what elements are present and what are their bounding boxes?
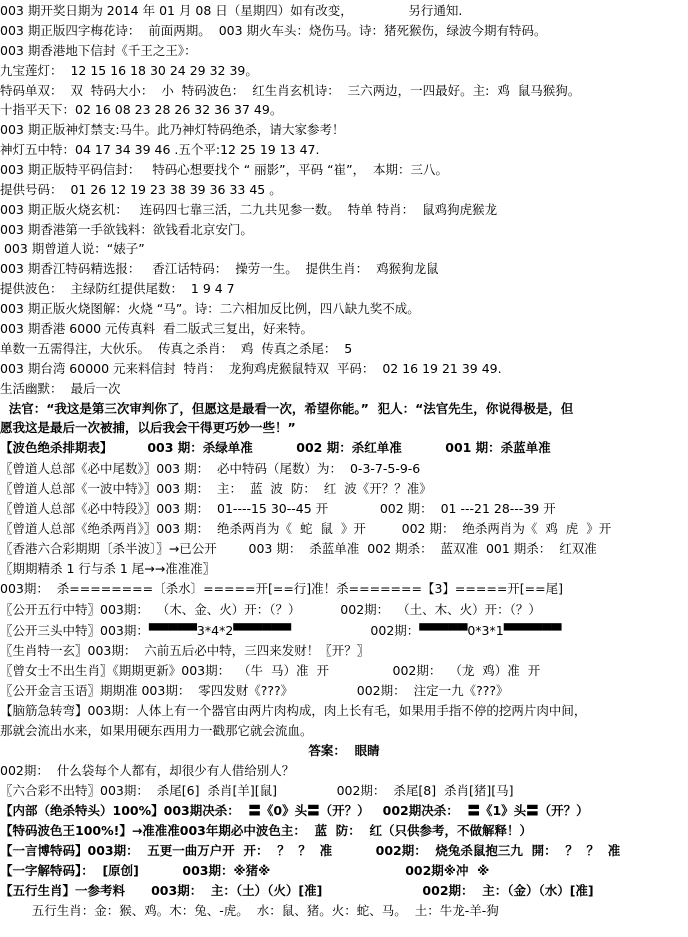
line-hk-letter: 003 期香港地下信封《千王之王》： [0, 43, 197, 58]
line-humor-1: 法官：“我这是第三次审判你了，但愿这是最看一次，希望你能。” 犯人：“法官先生，你说得极是，但 [0, 401, 574, 416]
line-zodiac-groups: 五行生肖：金：猴、鸡。木：兔、-虎。 水：鼠、猪。火：蛇、马。 土：牛龙-羊-狗 [0, 903, 499, 918]
line-provided-numbers: 提供号码： 01 26 12 19 23 38 39 36 33 45 。 [0, 182, 282, 197]
line-special-letter: 003 期正版特平码信封： 特码心想要找个 “ 丽影”，平码 “崔”， 本期：三八。 [0, 162, 449, 177]
line-three-heads: 〖公开三头中特〗003期：▀▀▀▀▀3*4*2▀▀▀▀▀▀ 002期：▀▀▀▀▀0*3*1▀▀▀▀▀▀ [0, 623, 562, 638]
line-color-kill-table: 【波色绝杀排期表】 003 期：杀绿单准 002 期：杀红单准 001 期：杀蓝单准 [0, 440, 551, 455]
line-taiwan-60000: 003 期台湾 60000 元来料信封 特肖： 龙狗鸡虎猴鼠特双 平码： 02 16 19 21 39 49. [0, 361, 502, 376]
line-zeng-wave: 〖曾道人总部《一波中特》〗003 期： 主： 蓝 波 防： 红 波《开？？准》 [0, 481, 432, 496]
line-color-king: 【特码波色王100%!】→准准准003年期必中波色主： 蓝 防： 红（只供参考，不做解释！） [0, 823, 532, 838]
line-kill-head: 【内部（绝杀特头）100%】003期决杀： 〓《0》头〓（开？） 002期决杀： 〓《1》头〓（开？） [0, 803, 589, 818]
line-hk-half-wave: 〖香港六合彩期期〔杀半波〕〗→已公开 003 期： 杀蓝单准 002 期杀： 蓝双准 001 期杀： 红双准 [0, 541, 597, 556]
line-lamp-ban: 003 期正版神灯禁支:马牛。此乃神灯特码绝杀，请大家参考！ [0, 122, 345, 137]
line-humor-title: 生活幽默： 最后一次 [0, 381, 121, 396]
line-odd-five: 单数一五需得注，大伙乐。 传真之杀肖： 鸡 传真之杀尾： 5 [0, 341, 353, 356]
line-zeng-tail: 〖曾道人总部《必中尾数》〗003 期： 必中特码（尾数）为： 0-3-7-5-9-6 [0, 461, 421, 476]
line-five-elements: 〖公开五行中特〗003期： （木、金、火）开：（？） 002期： （土、木、火）开：（？） [0, 602, 541, 617]
line-brain-teaser-1: 【脑筋急转弯】003期：人体上有一个器官由两片肉构成，肉上长有毛，如果用手指不停的挖两片肉中间， [0, 703, 587, 718]
line-draw-date: 003 期开奖日期为 2014 年 01 月 08 日（星期四）如有改变， 另行通知. [0, 3, 463, 18]
line-humor-2: 愿我这是最后一次被捕，以后我会干得更巧妙一些！” [0, 420, 296, 435]
line-kill-pattern: 003期： 杀========〔杀水〕=====开[==行]准！杀=======【3】=====开[==尾] [0, 581, 564, 596]
line-fire-riddle: 003 期正版火烧玄机： 连码四七靠三活，二九共见参一数。 特单 特肖： 鼠鸡狗虎猴龙 [0, 202, 498, 217]
line-kill-row-tail: 〖期期精杀 1 行与杀 1 尾→→准准准〗 [0, 561, 216, 576]
line-brain-teaser-2: 那就会流出水来，如果用硬东西用力一戳那它就会流血。 [0, 723, 313, 738]
line-plum-poem: 003 期正版四字梅花诗： 前面两期。 003 期火车头：烧伤马。诗：猪死猴伤，绿波今期有特码。 [0, 23, 547, 38]
line-ten-fingers: 十指平天下：02 16 08 23 28 26 32 36 37 49。 [0, 102, 283, 117]
line-xiangjiang: 003 期香江特码精选报： 香江话特码： 操劳一生。 提供生肖： 鸡猴狗龙鼠 [0, 261, 439, 276]
line-fire-picture: 003 期正版火烧图解：火烧 “马”。诗：二六相加反比例，四八缺九奖不成。 [0, 301, 420, 316]
line-zeng-kill-two: 〖曾道人总部《绝杀两肖》〗003 期： 绝杀两肖为《 蛇 鼠 》开 002 期： 绝杀两肖为《 鸡 虎 》开 [0, 521, 612, 536]
line-one-character: 【一字解特码】： [原创] 003期：※猪※ 002期※冲 ※ [0, 863, 490, 878]
line-ms-zeng: 〖曾女士不出生肖〗《期期更新》003期： （牛 马）准 开 002期： （龙 鸡）准 开 [0, 663, 541, 678]
line-golden-words: 〖公开金言玉语〗期期准 003期： 零四发财《???》 002期： 注定一九《???》 [0, 683, 509, 698]
line-lotus-lamp: 九宝莲灯： 12 15 16 18 30 24 29 32 39。 [0, 63, 258, 78]
line-zeng-segment: 〖曾道人总部《必中特段》〗003 期： 01----15 30--45 开 002 期： 01 ---21 28---39 开 [0, 501, 556, 516]
line-one-word: 【一言博特码】003期： 五更一曲万户开 开： ？ ？ 准 002期： 烧兔杀鼠抱三九 開： ？ ？ 准 [0, 843, 621, 858]
line-no-special: 〖六合彩不出特〗003期： 杀尾[6] 杀肖[羊][鼠] 002期： 杀尾[8] 杀肖[猪][马] [0, 783, 514, 798]
line-fax-6000: 003 期香港 6000 元传真料 看二版式三复出，好来特。 [0, 321, 314, 336]
line-answer: 答案： 眼睛 [308, 743, 380, 758]
line-002-question: 002期： 什么袋每个人都有，却很少有人借给别人？ [0, 763, 295, 778]
line-five-zodiac: 【五行生肖】一参考料 003期： 主：（土）（火）[准] 002期： 主：（金）（水）[准] [0, 883, 594, 898]
line-lamp-five: 神灯五中特：04 17 34 39 46 .五个平:12 25 19 13 47. [0, 142, 320, 157]
line-hk-first-hand: 003 期香港第一手欲钱料：欲钱看北京安门。 [0, 222, 253, 237]
line-zodiac-riddle: 〖生肖特一玄〗003期： 六前五后必中特，三四来发财！〖开？〗 [0, 643, 370, 658]
line-odd-even: 特码单双： 双 特码大小： 小 特码波色： 红生肖玄机诗： 三六两边，一四最好。主: 鸡 鼠马猴狗。 [0, 83, 581, 98]
line-wave-color: 提供波色： 主绿防红提供尾数： 1 9 4 7 [0, 281, 235, 296]
line-zeng-says: 003 期曾道人说：“婊子” [0, 241, 145, 256]
